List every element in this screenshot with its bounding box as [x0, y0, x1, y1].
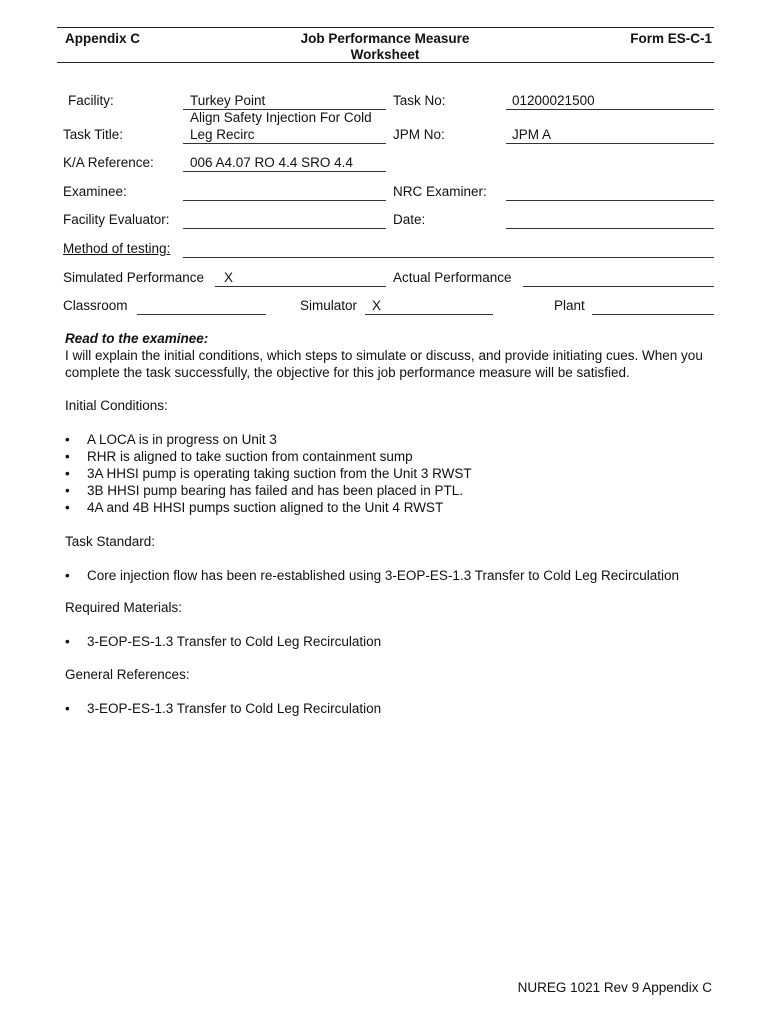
method-of-testing-field-line[interactable]	[183, 257, 714, 258]
initial-condition-text: 4A and 4B HHSI pumps suction aligned to the Unit 4 RWST	[87, 500, 444, 515]
bullet-icon: •	[65, 701, 70, 716]
actual-performance-field-line[interactable]	[523, 286, 714, 287]
bullet-icon: •	[65, 432, 70, 447]
list-item	[65, 567, 679, 584]
simulator-value: X	[372, 298, 382, 313]
bullet-icon: •	[65, 500, 70, 515]
task-no-field-line[interactable]	[506, 109, 714, 110]
list-item	[65, 633, 381, 650]
task-title-label: Task Title:	[63, 127, 124, 142]
list-item	[65, 482, 472, 499]
plant-label: Plant	[554, 298, 585, 313]
simulator-label: Simulator	[300, 298, 358, 313]
facility-label: Facility:	[68, 93, 114, 108]
bullet-icon: •	[65, 634, 70, 649]
page-footer: NUREG 1021 Rev 9 Appendix C	[517, 980, 712, 995]
list-item	[65, 499, 472, 516]
ka-reference-value: 006 A4.07 RO 4.4 SRO 4.4	[190, 155, 353, 170]
ka-reference-label: K/A Reference:	[63, 155, 154, 170]
simulated-performance-field-line[interactable]	[215, 286, 386, 287]
required-material-text: 3-EOP-ES-1.3 Transfer to Cold Leg Recirculation	[87, 634, 382, 649]
simulated-performance-label: Simulated Performance	[63, 270, 205, 285]
jpm-no-value: JPM A	[512, 127, 552, 142]
task-title-value-line1: Align Safety Injection For Cold	[190, 110, 372, 125]
initial-condition-text: RHR is aligned to take suction from containment sump	[87, 449, 413, 464]
ka-reference-field-line[interactable]	[183, 171, 386, 172]
examinee-field-line[interactable]	[183, 200, 386, 201]
general-reference-text: 3-EOP-ES-1.3 Transfer to Cold Leg Recirculation	[87, 701, 382, 716]
form-number: Form ES-C-1	[630, 31, 712, 46]
actual-performance-label: Actual Performance	[393, 270, 512, 285]
plant-field-line[interactable]	[592, 314, 714, 315]
form-title-line1: Job Performance Measure	[300, 31, 470, 46]
nrc-examiner-label: NRC Examiner:	[393, 184, 487, 199]
task-title-field-line[interactable]	[183, 143, 386, 144]
header-bottom-rule	[57, 62, 714, 63]
facility-value: Turkey Point	[190, 93, 266, 108]
method-of-testing-label: Method of testing:	[63, 241, 171, 256]
form-title-line2: Worksheet	[350, 47, 420, 62]
required-materials-heading: Required Materials:	[65, 600, 183, 615]
header-top-rule	[57, 27, 714, 28]
facility-evaluator-label: Facility Evaluator:	[63, 212, 170, 227]
task-title-value-line2: Leg Recirc	[190, 127, 255, 142]
general-references-list	[65, 700, 381, 717]
task-standard-list	[65, 567, 679, 584]
required-materials-list	[65, 633, 381, 650]
read-to-examinee-text: I will explain the initial conditions, which steps to simulate or discuss, and provide initiating cues. When you complete the task successfully, the objective for this job performance measure will be satisfied.	[65, 348, 703, 380]
date-field-line[interactable]	[506, 228, 714, 229]
list-item	[65, 448, 472, 465]
jpm-no-label: JPM No:	[393, 127, 445, 142]
simulated-performance-value: X	[224, 270, 234, 285]
initial-conditions-list	[65, 431, 472, 516]
initial-condition-text: 3B HHSI pump bearing has failed and has been placed in PTL.	[87, 483, 463, 498]
form-title	[240, 31, 530, 63]
initial-condition-text: A LOCA is in progress on Unit 3	[87, 432, 277, 447]
bullet-icon: •	[65, 449, 70, 464]
bullet-icon: •	[65, 466, 70, 481]
bullet-icon: •	[65, 568, 70, 583]
task-standard-heading: Task Standard:	[65, 534, 156, 549]
read-to-examinee-heading: Read to the examinee:	[65, 331, 209, 346]
initial-condition-text: 3A HHSI pump is operating taking suction from the Unit 3 RWST	[87, 466, 472, 481]
facility-evaluator-field-line[interactable]	[183, 228, 386, 229]
appendix-label: Appendix C	[65, 31, 141, 46]
list-item	[65, 465, 472, 482]
nrc-examiner-field-line[interactable]	[506, 200, 714, 201]
classroom-field-line[interactable]	[137, 314, 266, 315]
initial-conditions-heading: Initial Conditions:	[65, 398, 168, 413]
classroom-label: Classroom	[63, 298, 128, 313]
bullet-icon: •	[65, 483, 70, 498]
task-standard-text: Core injection flow has been re-established using 3-EOP-ES-1.3 Transfer to Cold Leg Recirculation	[87, 568, 680, 583]
simulator-field-line[interactable]	[365, 314, 493, 315]
list-item	[65, 431, 472, 448]
task-no-value: 01200021500	[512, 93, 595, 108]
date-label: Date:	[393, 212, 426, 227]
examinee-label: Examinee:	[63, 184, 127, 199]
task-no-label: Task No:	[393, 93, 446, 108]
general-references-heading: General References:	[65, 667, 190, 682]
jpm-no-field-line[interactable]	[506, 143, 714, 144]
list-item	[65, 700, 381, 717]
